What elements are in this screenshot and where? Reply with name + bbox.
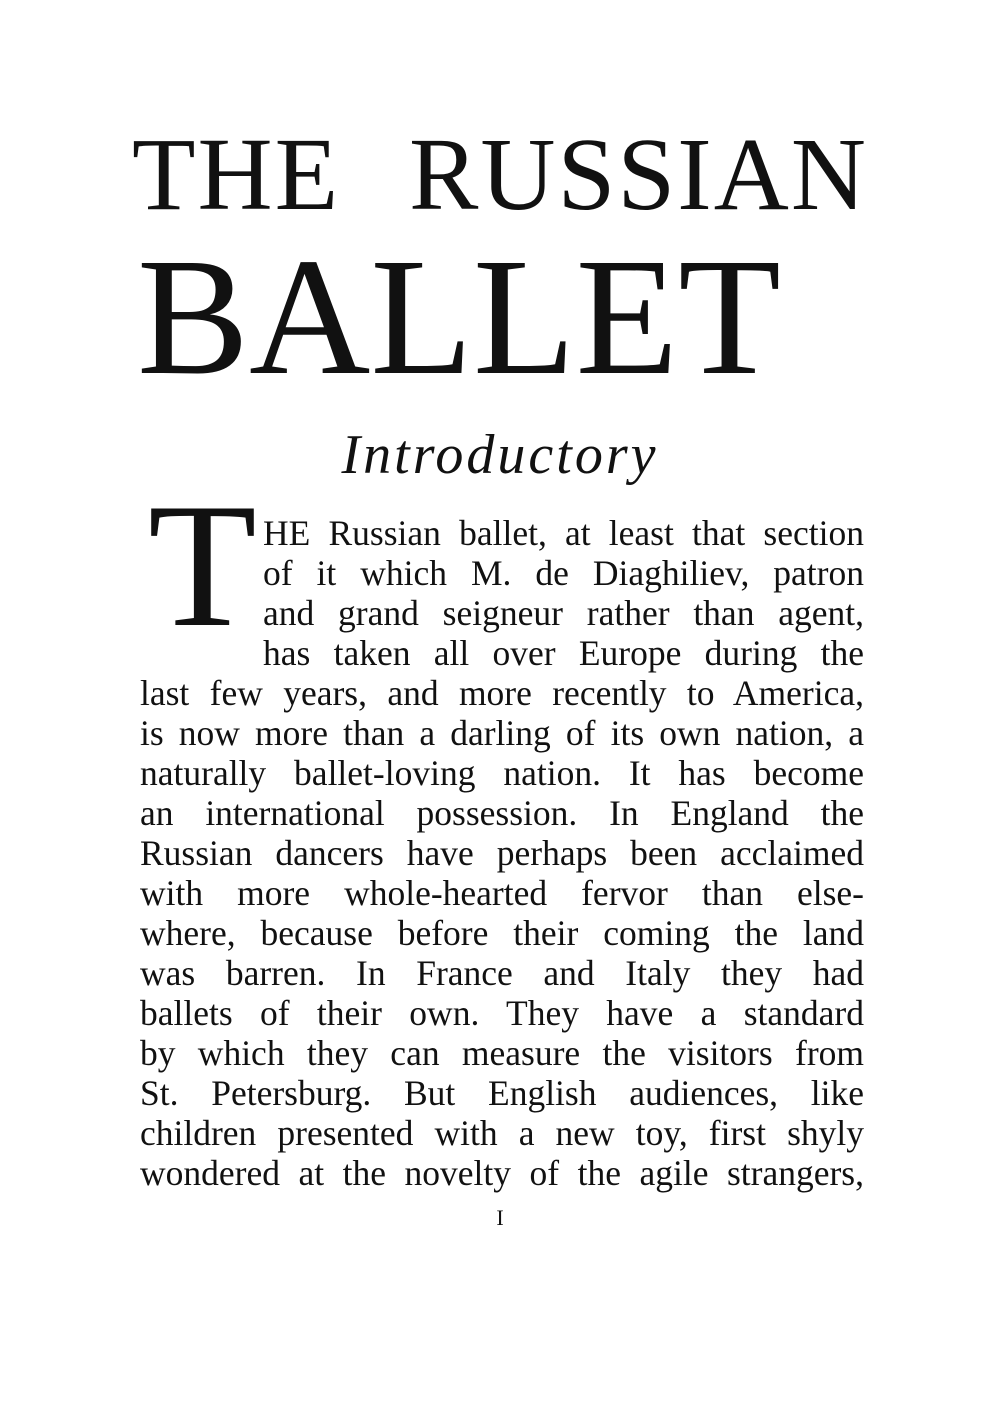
body-line: has taken all over Europe during the [263,633,864,673]
body-line: where, because before their coming the land [140,913,864,953]
body-line: by which they can measure the visitors from [140,1033,864,1073]
body-line: last few years, and more recently to America, [140,673,864,713]
body-line: was barren. In France and Italy they had [140,953,864,993]
body-line: is now more than a darling of its own nation, a [140,713,864,753]
body-line: HE Russian ballet, at least that section [263,513,864,553]
body-line: with more whole-hearted fervor than else- [140,873,864,913]
body-line: an international possession. In England the [140,793,864,833]
body-line: naturally ballet-loving nation. It has become [140,753,864,793]
body-line: and grand seigneur rather than agent, [263,593,864,633]
body-line: St. Petersburg. But English audiences, like [140,1073,864,1113]
body-line: Russian dancers have perhaps been acclaimed [140,833,864,873]
drop-cap: T [148,466,257,664]
body-line: ballets of their own. They have a standard [140,993,864,1033]
body-line: wondered at the novelty of the agile strangers, [140,1153,864,1193]
chapter-title-line-2: BALLET [137,224,781,410]
body-line: of it which M. de Diaghiliev, patron [263,553,864,593]
section-subtitle: Introductory [341,424,659,486]
body-line: children presented with a new toy, first shyly [140,1113,864,1153]
page-number: I [496,1205,504,1230]
chapter-title-line-1: THE RUSSIAN [132,117,868,232]
